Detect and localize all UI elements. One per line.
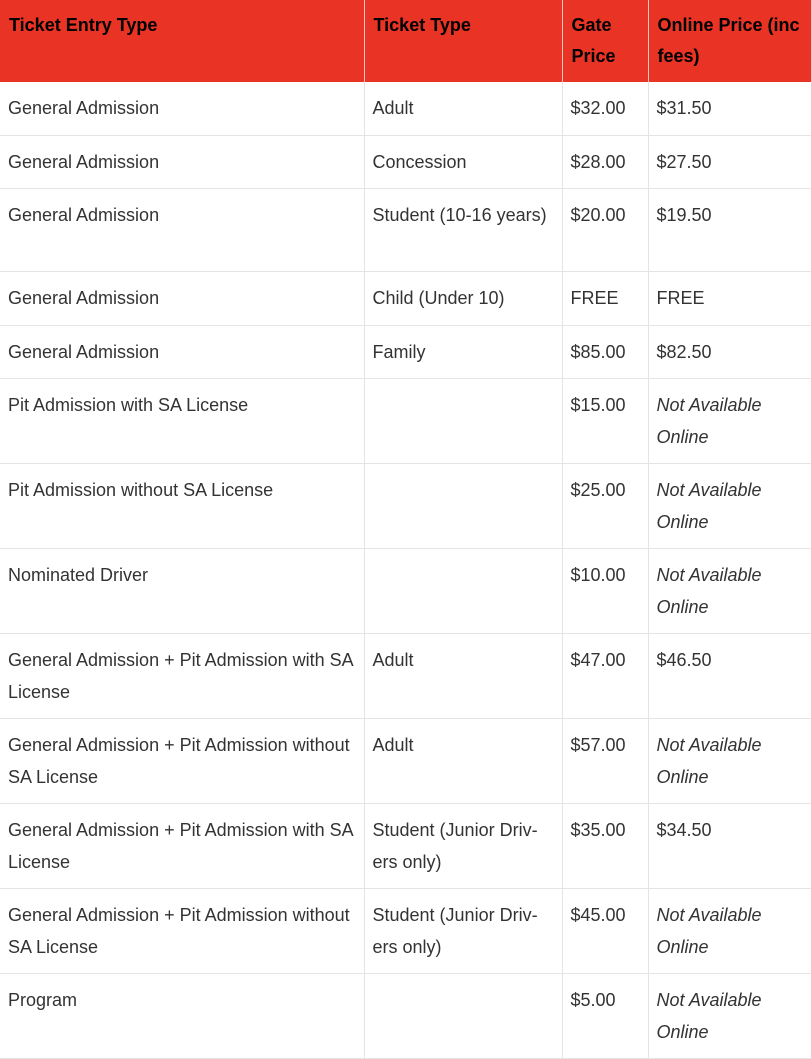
cell-ticket-type: Concession (364, 135, 562, 189)
cell-gate-price: $85.00 (562, 325, 648, 379)
cell-entry-type: Nominated Driver (0, 549, 364, 634)
table-row (0, 464, 811, 549)
table-row (0, 189, 811, 272)
cell-online-price: Not Available Online (648, 379, 811, 464)
cell-entry-type: Pit Admission without SA License (0, 464, 364, 549)
cell-gate-price: $35.00 (562, 804, 648, 889)
cell-gate-price: $32.00 (562, 82, 648, 135)
cell-entry-type: General Admission (0, 82, 364, 135)
cell-gate-price: $15.00 (562, 379, 648, 464)
cell-gate-price: FREE (562, 272, 648, 326)
table-row (0, 634, 811, 719)
cell-entry-type: General Admission + Pit Admission with SA License (0, 634, 364, 719)
cell-gate-price: $45.00 (562, 889, 648, 974)
cell-online-price: $27.50 (648, 135, 811, 189)
table-row (0, 719, 811, 804)
cell-ticket-type (364, 464, 562, 549)
cell-ticket-type (364, 379, 562, 464)
cell-gate-price: $57.00 (562, 719, 648, 804)
table-row (0, 889, 811, 974)
cell-gate-price: $25.00 (562, 464, 648, 549)
cell-online-price: Not Available Online (648, 889, 811, 974)
cell-entry-type: General Admission + Pit Admission without SA License (0, 889, 364, 974)
table-row (0, 325, 811, 379)
cell-online-price: Not Available Online (648, 464, 811, 549)
cell-entry-type: General Admission (0, 135, 364, 189)
cell-entry-type: Program (0, 974, 364, 1059)
cell-ticket-type: Family (364, 325, 562, 379)
cell-gate-price: $47.00 (562, 634, 648, 719)
cell-entry-type: Pit Admission with SA License (0, 379, 364, 464)
cell-ticket-type: Student (Junior Drivers only) (364, 889, 562, 974)
table-row (0, 135, 811, 189)
header-ticket-entry-type: Ticket Entry Type (0, 0, 364, 82)
header-online-price: Online Price (inc fees) (648, 0, 811, 82)
cell-gate-price: $5.00 (562, 974, 648, 1059)
cell-entry-type: General Admission + Pit Admission without SA License (0, 719, 364, 804)
cell-online-price: Not Available Online (648, 719, 811, 804)
cell-ticket-type (364, 549, 562, 634)
header-gate-price: Gate Price (562, 0, 648, 82)
cell-entry-type: General Admission (0, 325, 364, 379)
cell-online-price: $31.50 (648, 82, 811, 135)
cell-online-price: Not Available Online (648, 549, 811, 634)
table-header-row (0, 0, 811, 82)
header-ticket-type: Ticket Type (364, 0, 562, 82)
cell-ticket-type: Adult (364, 82, 562, 135)
cell-ticket-type: Child (Under 10) (364, 272, 562, 326)
table-row (0, 272, 811, 326)
cell-gate-price: $28.00 (562, 135, 648, 189)
cell-ticket-type (364, 974, 562, 1059)
cell-ticket-type: Student (10-16 years) (364, 189, 562, 272)
cell-gate-price: $10.00 (562, 549, 648, 634)
cell-ticket-type: Student (Junior Drivers only) (364, 804, 562, 889)
table-row (0, 549, 811, 634)
cell-online-price: Not Available Online (648, 974, 811, 1059)
cell-gate-price: $20.00 (562, 189, 648, 272)
cell-entry-type: General Admission + Pit Admission with SA License (0, 804, 364, 889)
table-row (0, 82, 811, 135)
cell-ticket-type: Adult (364, 634, 562, 719)
cell-online-price: $19.50 (648, 189, 811, 272)
cell-online-price: $34.50 (648, 804, 811, 889)
cell-online-price: $82.50 (648, 325, 811, 379)
table-row (0, 974, 811, 1059)
cell-online-price: $46.50 (648, 634, 811, 719)
cell-ticket-type: Adult (364, 719, 562, 804)
cell-online-price: FREE (648, 272, 811, 326)
table-row (0, 804, 811, 889)
table-row (0, 379, 811, 464)
cell-entry-type: General Admission (0, 189, 364, 272)
cell-entry-type: General Admission (0, 272, 364, 326)
